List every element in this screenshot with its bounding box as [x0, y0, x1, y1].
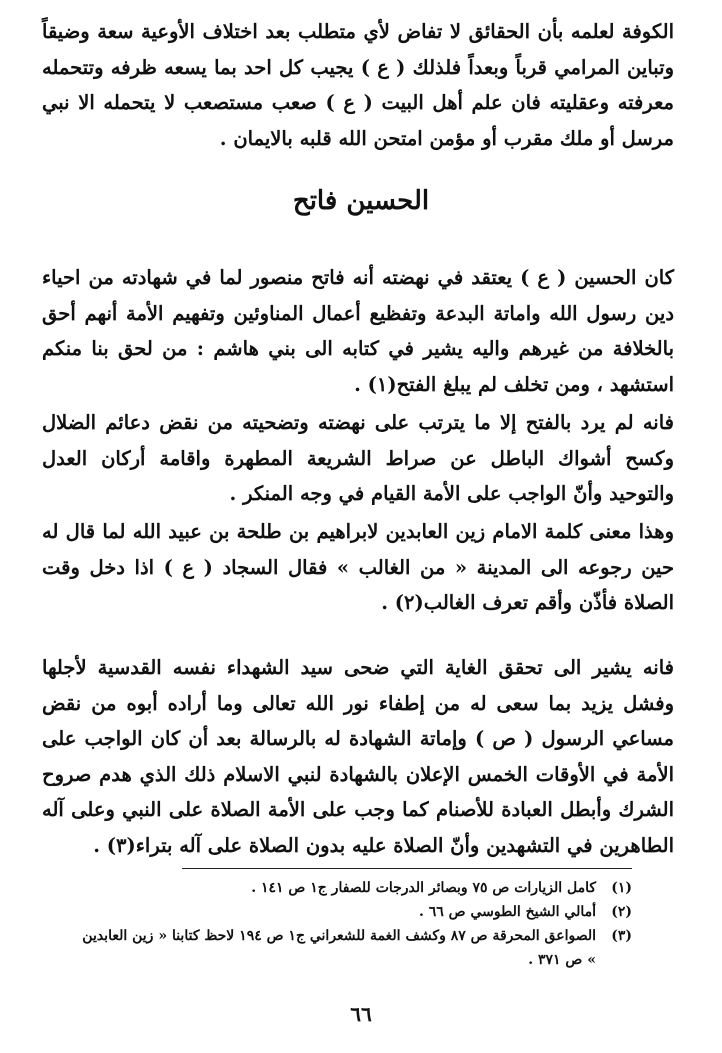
footnote-number: (٢)	[611, 904, 632, 920]
paragraph-1: كان الحسين ( ع ) يعتقد في نهضته أنه فاتح منصور لما في شهادته من احياء دين رسول الله واماتة البدعة وتفظيع أعمال المناوئين وتفهيم الأمة أنهم أحق بالخلافة من غيرهم واليه يشير في كتابه الى بني هاشم : من لحق بنا منكم استشهد ، ومن تخلف لم يبلغ الفتح(١) .	[42, 266, 674, 396]
intro-paragraph: الكوفة لعلمه بأن الحقائق لا تفاض لأي متطلب بعد اختلاف الأوعية سعة وضيقاً وتباين المرامي قرباً وبعداً فلذلك ( ع ) يجيب كل احد بما يسعه ظرفه وتتحمله معرفته وعقليته فان علم أهل البيت ( ع ) صعب مستصعب لا يتحمله الا نبي مرسل أو ملك مقرب أو مؤمن امتحن الله قلبه بالايمان .	[42, 20, 674, 150]
paragraph-2: فانه لم يرد بالفتح إلا ما يترتب على نهضته وتضحيته من نقض دعائم الضلال وكسح أشواك الباطل عن صراط الشريعة المطهرة واقامة أركان العدل والتوحيد وأنّ الواجب على الأمة القيام في وجه المنكر .	[42, 411, 674, 505]
footnote-1	[72, 876, 632, 900]
paragraph-4: فانه يشير الى تحقق الغاية التي ضحى سيد الشهداء نفسه القدسية لأجلها وفشل يزيد بما سعى له من إطفاء نور الله تعالى وما أراده أبوه من نقض مساعي الرسول ( ص ) وإماتة الشهادة له بالرسالة بعد أن كان الواجب على الأمة في الأوقات الخمس الإعلان بالشهادة لنبي الاسلام ذلك الذي هدم صروح الشرك وأبطل العبادة للأصنام كما وجب على الأمة الصلاة على النبي وعلى آله الطاهرين في التشهدين وأنّ الصلاة عليه بدون الصلاة على آله بتراء(٣) .	[42, 656, 674, 857]
footnote-2	[72, 900, 632, 924]
footnote-divider	[182, 868, 632, 869]
footnote-number: (١)	[611, 880, 632, 896]
footnote-text: أمالي الشيخ الطوسي ص ٦٦ .	[419, 904, 596, 920]
section-heading: الحسين فاتح	[292, 186, 430, 216]
footnote-text: كامل الزيارات ص ٧٥ وبصائر الدرجات للصفار ج١ ص ١٤١ .	[251, 880, 596, 896]
footnote-number: (٣)	[611, 928, 632, 944]
footnote-text: الصواعق المحرقة ص ٨٧ وكشف الغمة للشعراني ج١ ص ١٩٤ لاحظ كتابنا « زين العابدين » ص ٣٧١ .	[82, 928, 596, 968]
page-number: ٦٦	[350, 1002, 372, 1026]
paragraph-3: وهذا معنى كلمة الامام زين العابدين لابراهيم بن طلحة بن عبيد الله لما قال له حين رجوعه الى المدينة « من الغالب » فقال السجاد ( ع ) اذا دخل وقت الصلاة فأذّن وأقم تعرف الغالب(٢) .	[42, 520, 674, 614]
footnotes	[72, 876, 632, 972]
footnote-3	[72, 924, 632, 972]
